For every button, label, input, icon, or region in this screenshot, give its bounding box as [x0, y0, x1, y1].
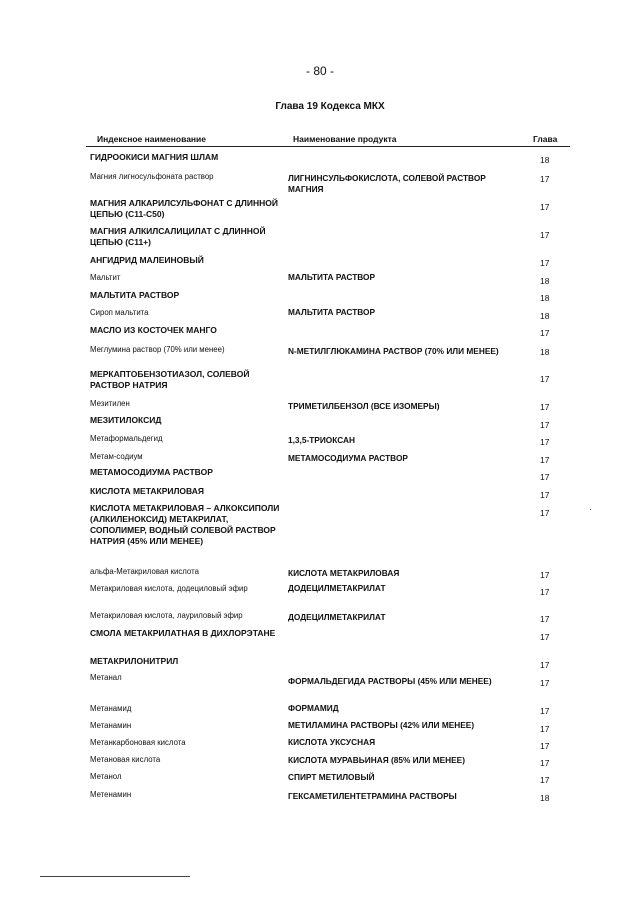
chapter-cell: 18 — [540, 155, 550, 165]
index-name-cell: Метанол — [90, 772, 122, 781]
header-divider — [86, 146, 570, 147]
product-name-cell: ДОДЕЦИЛМЕТАКРИЛАТ — [288, 583, 386, 593]
index-name-cell: ГИДРООКИСИ МАГНИЯ ШЛАМ — [90, 152, 219, 162]
chapter-cell: 17 — [540, 420, 550, 430]
index-name-cell: Метенамин — [90, 790, 132, 799]
chapter-cell: 18 — [540, 347, 550, 357]
scan-speck — [590, 509, 591, 510]
index-name-cell: МЕТАКРИЛОНИТРИЛ — [90, 656, 179, 666]
index-name-cell: Метам-содиум — [90, 452, 143, 461]
chapter-cell: 17 — [540, 741, 550, 751]
chapter-cell: 18 — [540, 311, 550, 321]
index-name-cell: МАГНИЯ АЛКИЛСАЛИЦИЛАТ С ДЛИННОЙ ЦЕПЬЮ (С11+) — [90, 226, 266, 247]
product-name-cell: МАЛЬТИТА РАСТВОР — [288, 307, 376, 317]
product-name-cell: КИСЛОТА УКСУСНАЯ — [288, 737, 376, 747]
chapter-cell: 17 — [540, 508, 550, 518]
index-name-cell: МЕЗИТИЛОКСИД — [90, 415, 162, 425]
index-name-cell: Метанал — [90, 673, 122, 682]
index-name-cell: Метановая кислота — [90, 755, 161, 764]
product-name-cell: СПИРТ МЕТИЛОВЫЙ — [288, 772, 375, 782]
product-name-cell: КИСЛОТА МУРАВЬИНАЯ (85% ИЛИ МЕНЕЕ) — [288, 755, 465, 765]
chapter-cell: 17 — [540, 587, 550, 597]
page-number: - 80 - — [305, 64, 334, 78]
product-name-cell: ФОРМАЛЬДЕГИДА РАСТВОРЫ (45% ИЛИ МЕНЕЕ) — [288, 676, 492, 686]
index-name-cell: КИСЛОТА МЕТАКРИЛОВАЯ — [90, 486, 205, 496]
chapter-cell: 17 — [540, 402, 550, 412]
index-name-cell: МЕРКАПТОБЕНЗОТИАЗОЛ, СОЛЕВОЙ РАСТВОР НАТРИЯ — [90, 369, 250, 390]
index-name-cell: Метанамид — [90, 704, 132, 713]
chapter-cell: 17 — [540, 455, 550, 465]
index-name-cell: МАЛЬТИТА РАСТВОР — [90, 290, 180, 300]
product-name-cell: ГЕКСАМЕТИЛЕНТЕТРАМИНА РАСТВОРЫ — [288, 791, 457, 801]
product-name-cell: ФОРМАМИД — [288, 703, 339, 713]
chapter-cell: 17 — [540, 174, 550, 184]
column-header-chapter: Глава — [533, 134, 558, 144]
product-name-cell: КИСЛОТА МЕТАКРИЛОВАЯ — [288, 568, 400, 578]
chapter-cell: 17 — [540, 758, 550, 768]
chapter-cell: 17 — [540, 202, 550, 212]
product-name-cell: МЕТАМОСОДИУМА РАСТВОР — [288, 453, 408, 463]
product-name-cell: ЛИГНИНСУЛЬФОКИСЛОТА, СОЛЕВОЙ РАСТВОР МАГНИЯ — [288, 173, 486, 194]
chapter-cell: 18 — [540, 293, 550, 303]
index-name-cell: Мальтит — [90, 273, 121, 282]
chapter-cell: 17 — [540, 632, 550, 642]
product-name-cell: МАЛЬТИТА РАСТВОР — [288, 272, 376, 282]
index-name-cell: Меглумина раствор (70% или менее) — [90, 345, 225, 354]
index-name-cell: Метакриловая кислота, лауриловый эфир — [90, 611, 243, 620]
column-header-index-name: Индексное наименование — [97, 134, 207, 144]
index-name-cell: СМОЛА МЕТАКРИЛАТНАЯ В ДИХЛОРЭТАНЕ — [90, 628, 276, 638]
chapter-cell: 17 — [540, 230, 550, 240]
index-name-cell: Метаформальдегид — [90, 434, 163, 443]
product-name-cell: ТРИМЕТИЛБЕНЗОЛ (ВСЕ ИЗОМЕРЫ) — [288, 401, 440, 411]
chapter-cell: 17 — [540, 678, 550, 688]
footnote-divider — [40, 876, 190, 877]
index-name-cell: МАГНИЯ АЛКАРИЛСУЛЬФОНАТ С ДЛИННОЙ ЦЕПЬЮ (С11-С50) — [90, 198, 278, 219]
chapter-cell: 17 — [540, 660, 550, 670]
chapter-cell: 17 — [540, 614, 550, 624]
index-name-cell: КИСЛОТА МЕТАКРИЛОВАЯ – АЛКОКСИПОЛИ (АЛКИЛЕНОКСИД) МЕТАКРИЛАТ, СОПОЛИМЕР, ВОДНЫЙ СОЛЕВОЙ РАСТВОР НАТРИЯ (45% ИЛИ МЕНЕЕ) — [90, 503, 280, 546]
index-name-cell: Метакриловая кислота, додециловый эфир — [90, 584, 248, 593]
product-name-cell: 1,3,5-ТРИОКСАН — [288, 435, 355, 445]
index-name-cell: Метанкарбоновая кислота — [90, 738, 186, 747]
product-name-cell: МЕТИЛАМИНА РАСТВОРЫ (42% ИЛИ МЕНЕЕ) — [288, 720, 475, 730]
chapter-cell: 18 — [540, 276, 550, 286]
index-name-cell: Мезитилен — [90, 399, 130, 408]
chapter-cell: 17 — [540, 570, 550, 580]
chapter-title: Глава 19 Кодекса МКХ — [275, 101, 385, 112]
chapter-cell: 17 — [540, 775, 550, 785]
index-name-cell: МАСЛО ИЗ КОСТОЧЕК МАНГО — [90, 325, 217, 335]
index-name-cell: Магния лигносульфоната раствор — [90, 172, 214, 181]
chapter-cell: 17 — [540, 472, 550, 482]
product-name-cell: N-МЕТИЛГЛЮКАМИНА РАСТВОР (70% ИЛИ МЕНЕЕ) — [288, 346, 499, 356]
chapter-cell: 17 — [540, 724, 550, 734]
chapter-cell: 17 — [540, 437, 550, 447]
chapter-cell: 17 — [540, 258, 550, 268]
index-name-cell: Метанамин — [90, 721, 132, 730]
index-name-cell: АНГИДРИД МАЛЕИНОВЫЙ — [90, 255, 204, 265]
chapter-cell: 17 — [540, 706, 550, 716]
index-name-cell: Сироп мальтита — [90, 308, 149, 317]
chapter-cell: 18 — [540, 793, 550, 803]
chapter-cell: 17 — [540, 490, 550, 500]
index-name-cell: альфа-Метакриловая кислота — [90, 567, 199, 576]
product-name-cell: ДОДЕЦИЛМЕТАКРИЛАТ — [288, 612, 386, 622]
index-name-cell: МЕТАМОСОДИУМА РАСТВОР — [90, 467, 213, 477]
chapter-cell: 17 — [540, 374, 550, 384]
column-header-product-name: Наименование продукта — [293, 134, 397, 144]
chapter-cell: 17 — [540, 328, 550, 338]
